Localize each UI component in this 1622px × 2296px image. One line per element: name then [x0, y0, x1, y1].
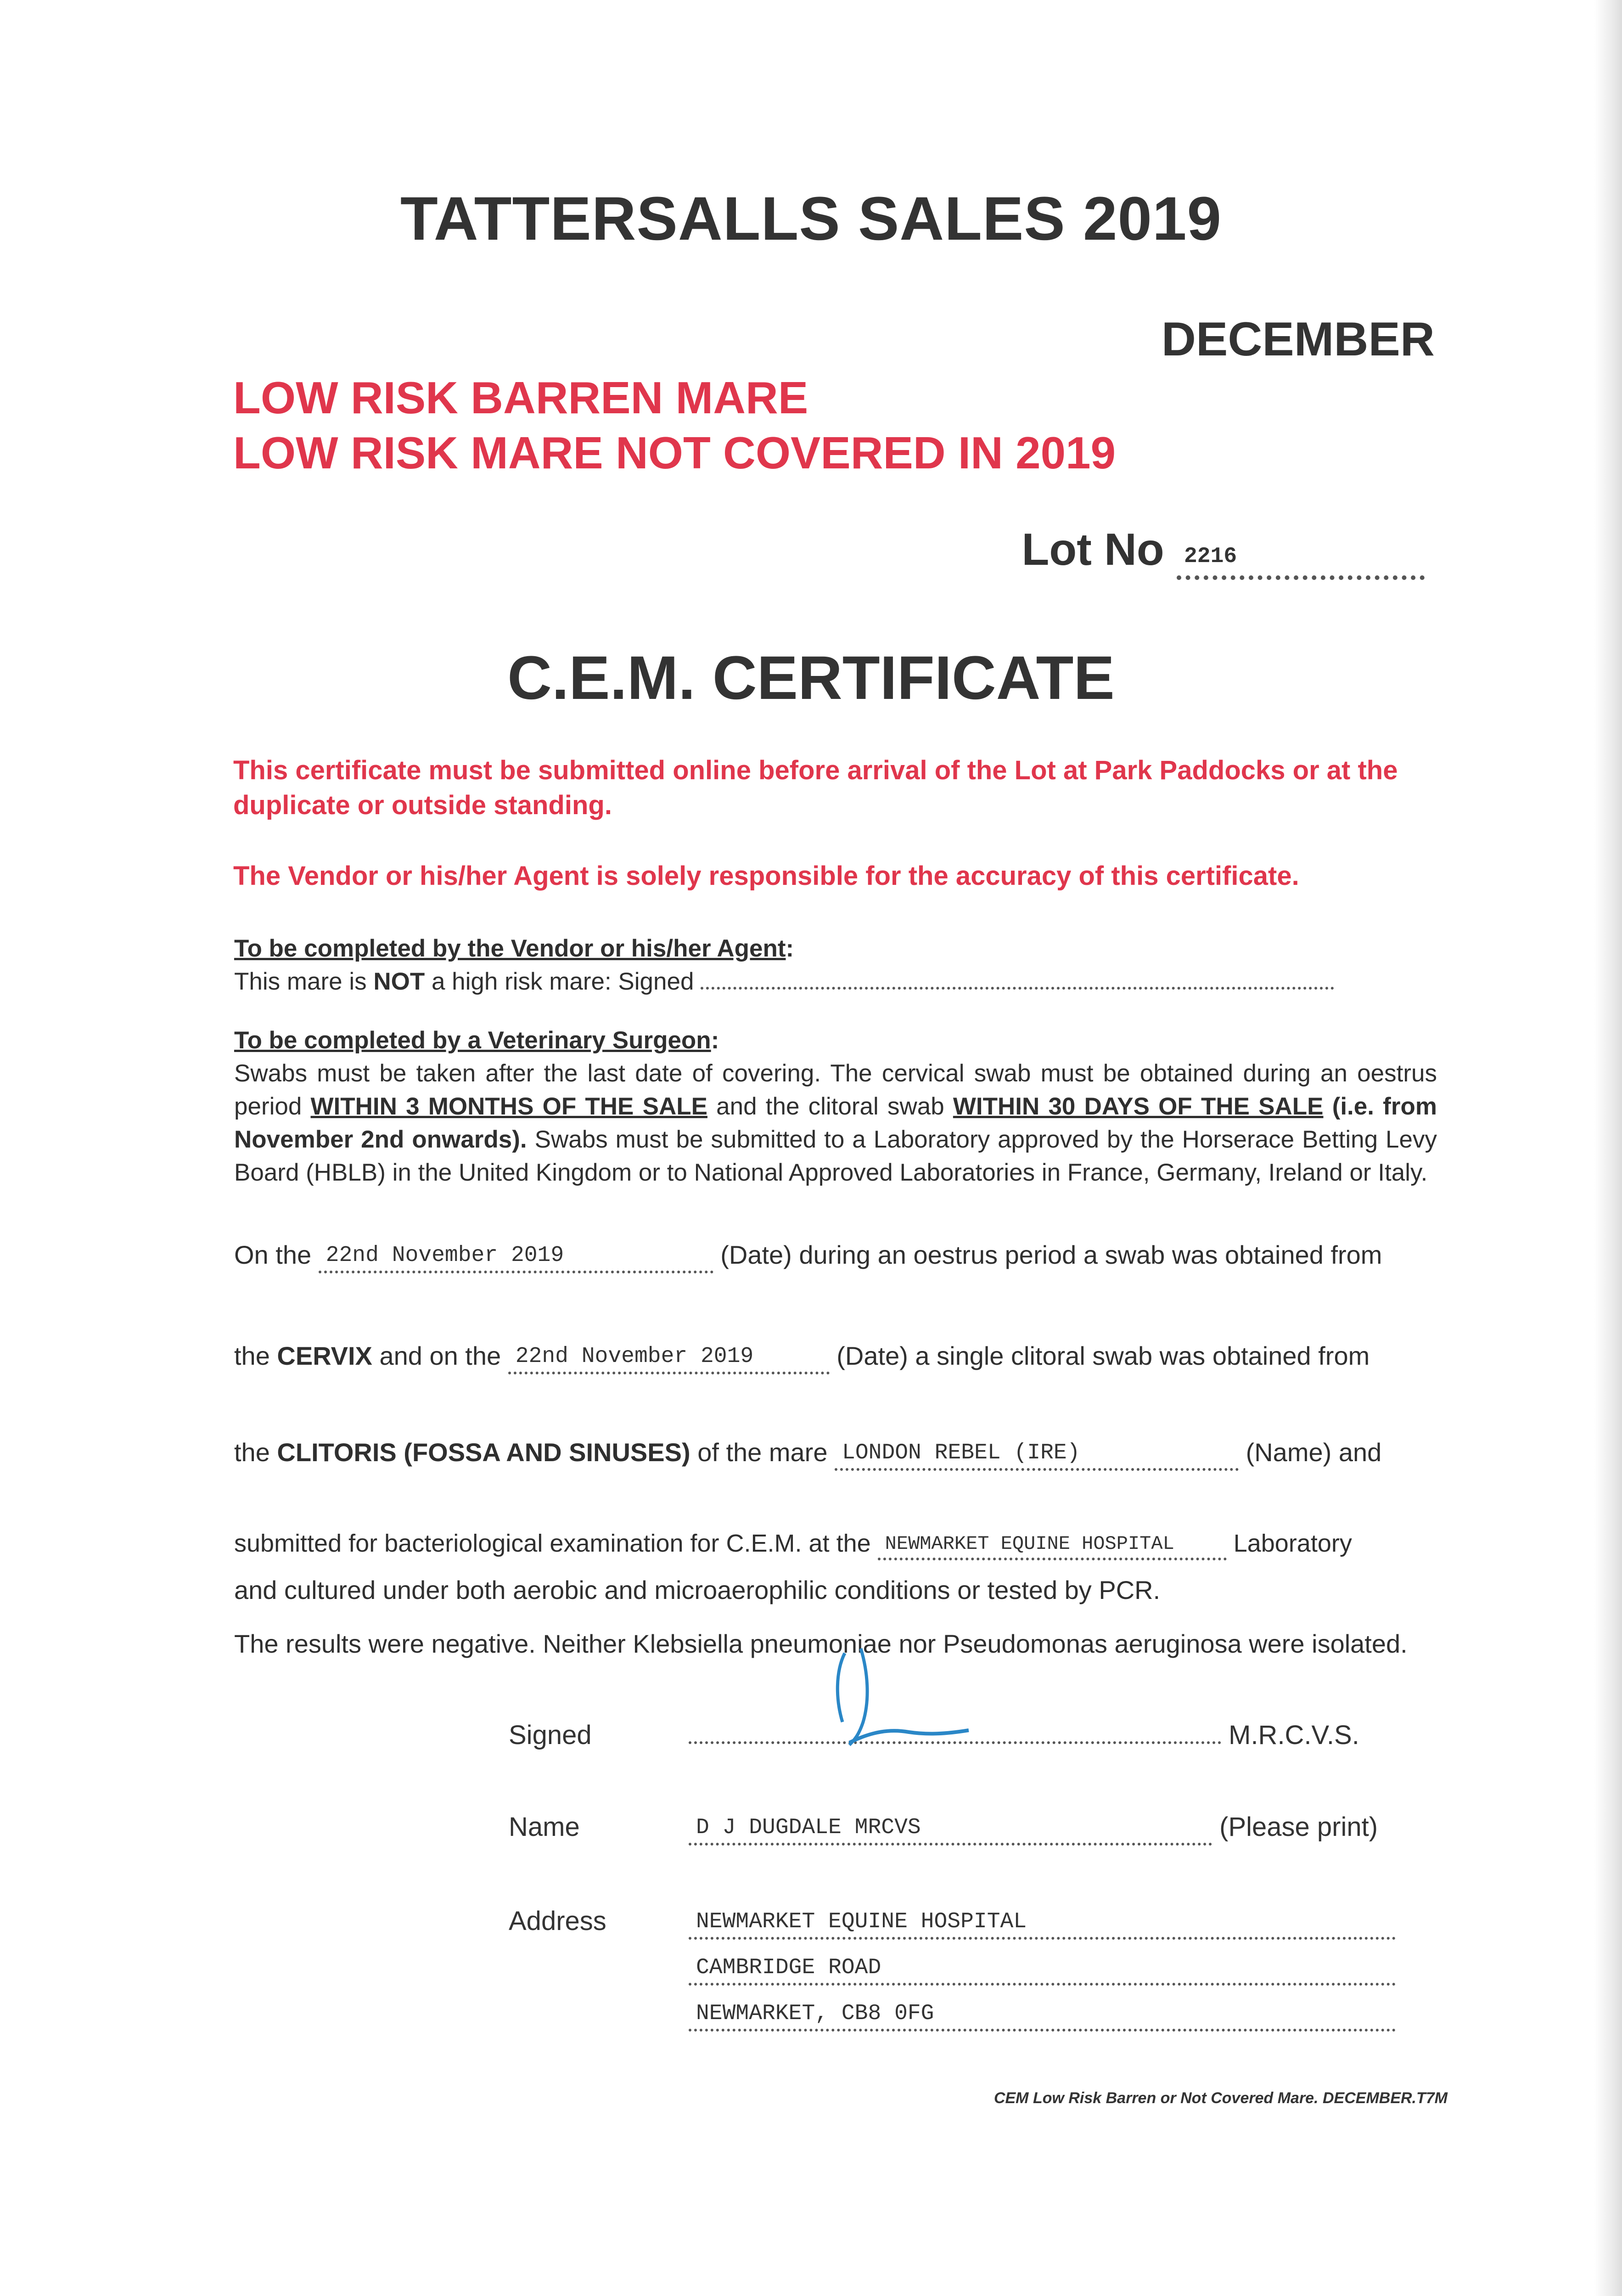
mrcvs-label: M.R.C.V.S.	[1229, 1720, 1359, 1750]
form-text: of the mare	[697, 1438, 828, 1467]
laboratory-line	[234, 1529, 1437, 1560]
page-edge-shadow	[1594, 0, 1622, 2296]
form-text: the	[234, 1341, 270, 1370]
form-text: the	[234, 1438, 270, 1467]
address-fill-3	[689, 1998, 1396, 2032]
vendor-line-suffix: a high risk mare: Signed	[431, 968, 694, 995]
mare-name-value: LONDON REBEL (IRE)	[842, 1441, 1080, 1465]
document-title: TATTERSALLS SALES 2019	[400, 185, 1222, 253]
risk-category-2: LOW RISK MARE NOT COVERED IN 2019	[233, 428, 1116, 478]
results-paragraph: The results were negative. Neither Klebsiella pneumoniae nor Pseudomonas aeruginosa were isolated.	[234, 1629, 1408, 1658]
vendor-signature-line	[701, 987, 1334, 990]
culture-line: and cultured under both aerobic and microaerophilic conditions or tested by PCR.	[234, 1576, 1161, 1604]
address-value-3: NEWMARKET, CB8 0FG	[696, 2001, 934, 2026]
laboratory-value: NEWMARKET EQUINE HOSPITAL	[885, 1533, 1174, 1555]
mare-name-line	[234, 1437, 1437, 1471]
name-line	[689, 1812, 1405, 1846]
document-code: CEM Low Risk Barren or Not Covered Mare. DECEMBER.T7M	[993, 2089, 1448, 2107]
vet-section: To be completed by a Veterinary Surgeon: Swabs must be taken after the last date of covering. The cervical swab must be obtained during an oestrus period WITHIN 3 MONTHS OF THE SALE and the clitoral swab WITHIN 30 DAYS OF THE SALE (i.e. from November 2nd onwards). Swabs must be submitted to a Laboratory approved by the Horserace Betting Levy Board (HBLB) in the United Kingdom or to National Approved Laboratories in France, Germany, Ireland or Italy.	[234, 1027, 1437, 1186]
form-text: (Date) during an oestrus period a swab was obtained from	[720, 1240, 1382, 1269]
mare-name-fill	[835, 1437, 1239, 1471]
address-value-1: NEWMARKET EQUINE HOSPITAL	[696, 1909, 1027, 1934]
vet-instructions-bold-1: WITHIN 3 MONTHS OF THE SALE	[310, 1093, 707, 1120]
clitoral-date-fill	[508, 1341, 830, 1374]
lot-number-fill	[1177, 523, 1425, 580]
cervix-date-value: 22nd November 2019	[326, 1243, 564, 1268]
cervix-date-fill	[319, 1240, 713, 1273]
risk-category-1: LOW RISK BARREN MARE	[233, 372, 808, 423]
form-text: (Date) a single clitoral swab was obtained from	[836, 1341, 1370, 1370]
please-print-label: (Please print)	[1219, 1812, 1378, 1842]
responsibility-warning: The Vendor or his/her Agent is solely responsible for the accuracy of this certificate.	[233, 861, 1299, 891]
vet-heading: To be completed by a Veterinary Surgeon	[234, 1027, 711, 1054]
vendor-line-prefix: This mare is	[234, 968, 367, 995]
clitoral-date-value: 22nd November 2019	[515, 1344, 754, 1369]
cervix-date-line	[234, 1240, 1437, 1273]
clitoral-date-line	[234, 1341, 1437, 1374]
address-fill-1	[689, 1906, 1396, 1940]
vet-name-value: D J DUGDALE MRCVS	[696, 1815, 921, 1840]
form-text: On the	[234, 1240, 312, 1269]
form-text: submitted for bacteriological examination for C.E.M. at the	[234, 1530, 871, 1557]
vet-instructions-bold-2: WITHIN 30 DAYS OF THE SALE	[953, 1093, 1324, 1120]
signed-label: Signed	[509, 1720, 592, 1750]
address-fill-2	[689, 1952, 1396, 1986]
form-text: Laboratory	[1233, 1530, 1352, 1557]
signed-line	[689, 1720, 1405, 1750]
certificate-title: C.E.M. CERTIFICATE	[507, 644, 1115, 712]
address-label: Address	[509, 1906, 606, 1936]
submission-warning: This certificate must be submitted online before arrival of the Lot at Park Paddocks or at the duplicate or outside standing.	[233, 755, 1398, 820]
name-fill	[689, 1812, 1212, 1846]
name-label: Name	[509, 1812, 580, 1842]
form-text: and on the	[379, 1341, 501, 1370]
vendor-heading: To be completed by the Vendor or his/her Agent	[234, 935, 786, 962]
lot-label: Lot No	[1021, 524, 1164, 574]
vet-signature-image	[817, 1644, 982, 1754]
vet-instructions-2: and the clitoral swab	[716, 1093, 944, 1120]
form-text-bold: CLITORIS (FOSSA AND SINUSES)	[277, 1438, 690, 1467]
lot-number-field	[1022, 523, 1425, 580]
sale-month: DECEMBER	[1161, 313, 1435, 366]
address-line-2	[689, 1952, 1405, 1986]
address-line-3	[689, 1998, 1405, 2032]
vendor-section: To be completed by the Vendor or his/her Agent: This mare is NOT a high risk mare: Signed	[234, 932, 1437, 998]
form-text: (Name) and	[1246, 1438, 1382, 1467]
laboratory-fill	[878, 1529, 1227, 1560]
vet-instructions-3: Swabs must be submitted to a Laboratory approved by the Horserace Betting Levy Board (HBLB) in the United Kingdom or to National Approved Laboratories in France, Germany, Ireland or Italy.	[234, 1126, 1437, 1186]
vet-instructions-bold-3: (i.e. from November 2nd onwards).	[234, 1093, 1437, 1153]
vendor-line-not: NOT	[373, 968, 425, 995]
form-text-bold: CERVIX	[277, 1341, 372, 1370]
vet-instructions-1: Swabs must be taken after the last date of covering. The cervical swab must be obtained during an oestrus period	[234, 1060, 1437, 1120]
lot-number-value: 2216	[1184, 544, 1237, 569]
address-line-1	[689, 1906, 1405, 1940]
address-value-2: CAMBRIDGE ROAD	[696, 1955, 881, 1980]
